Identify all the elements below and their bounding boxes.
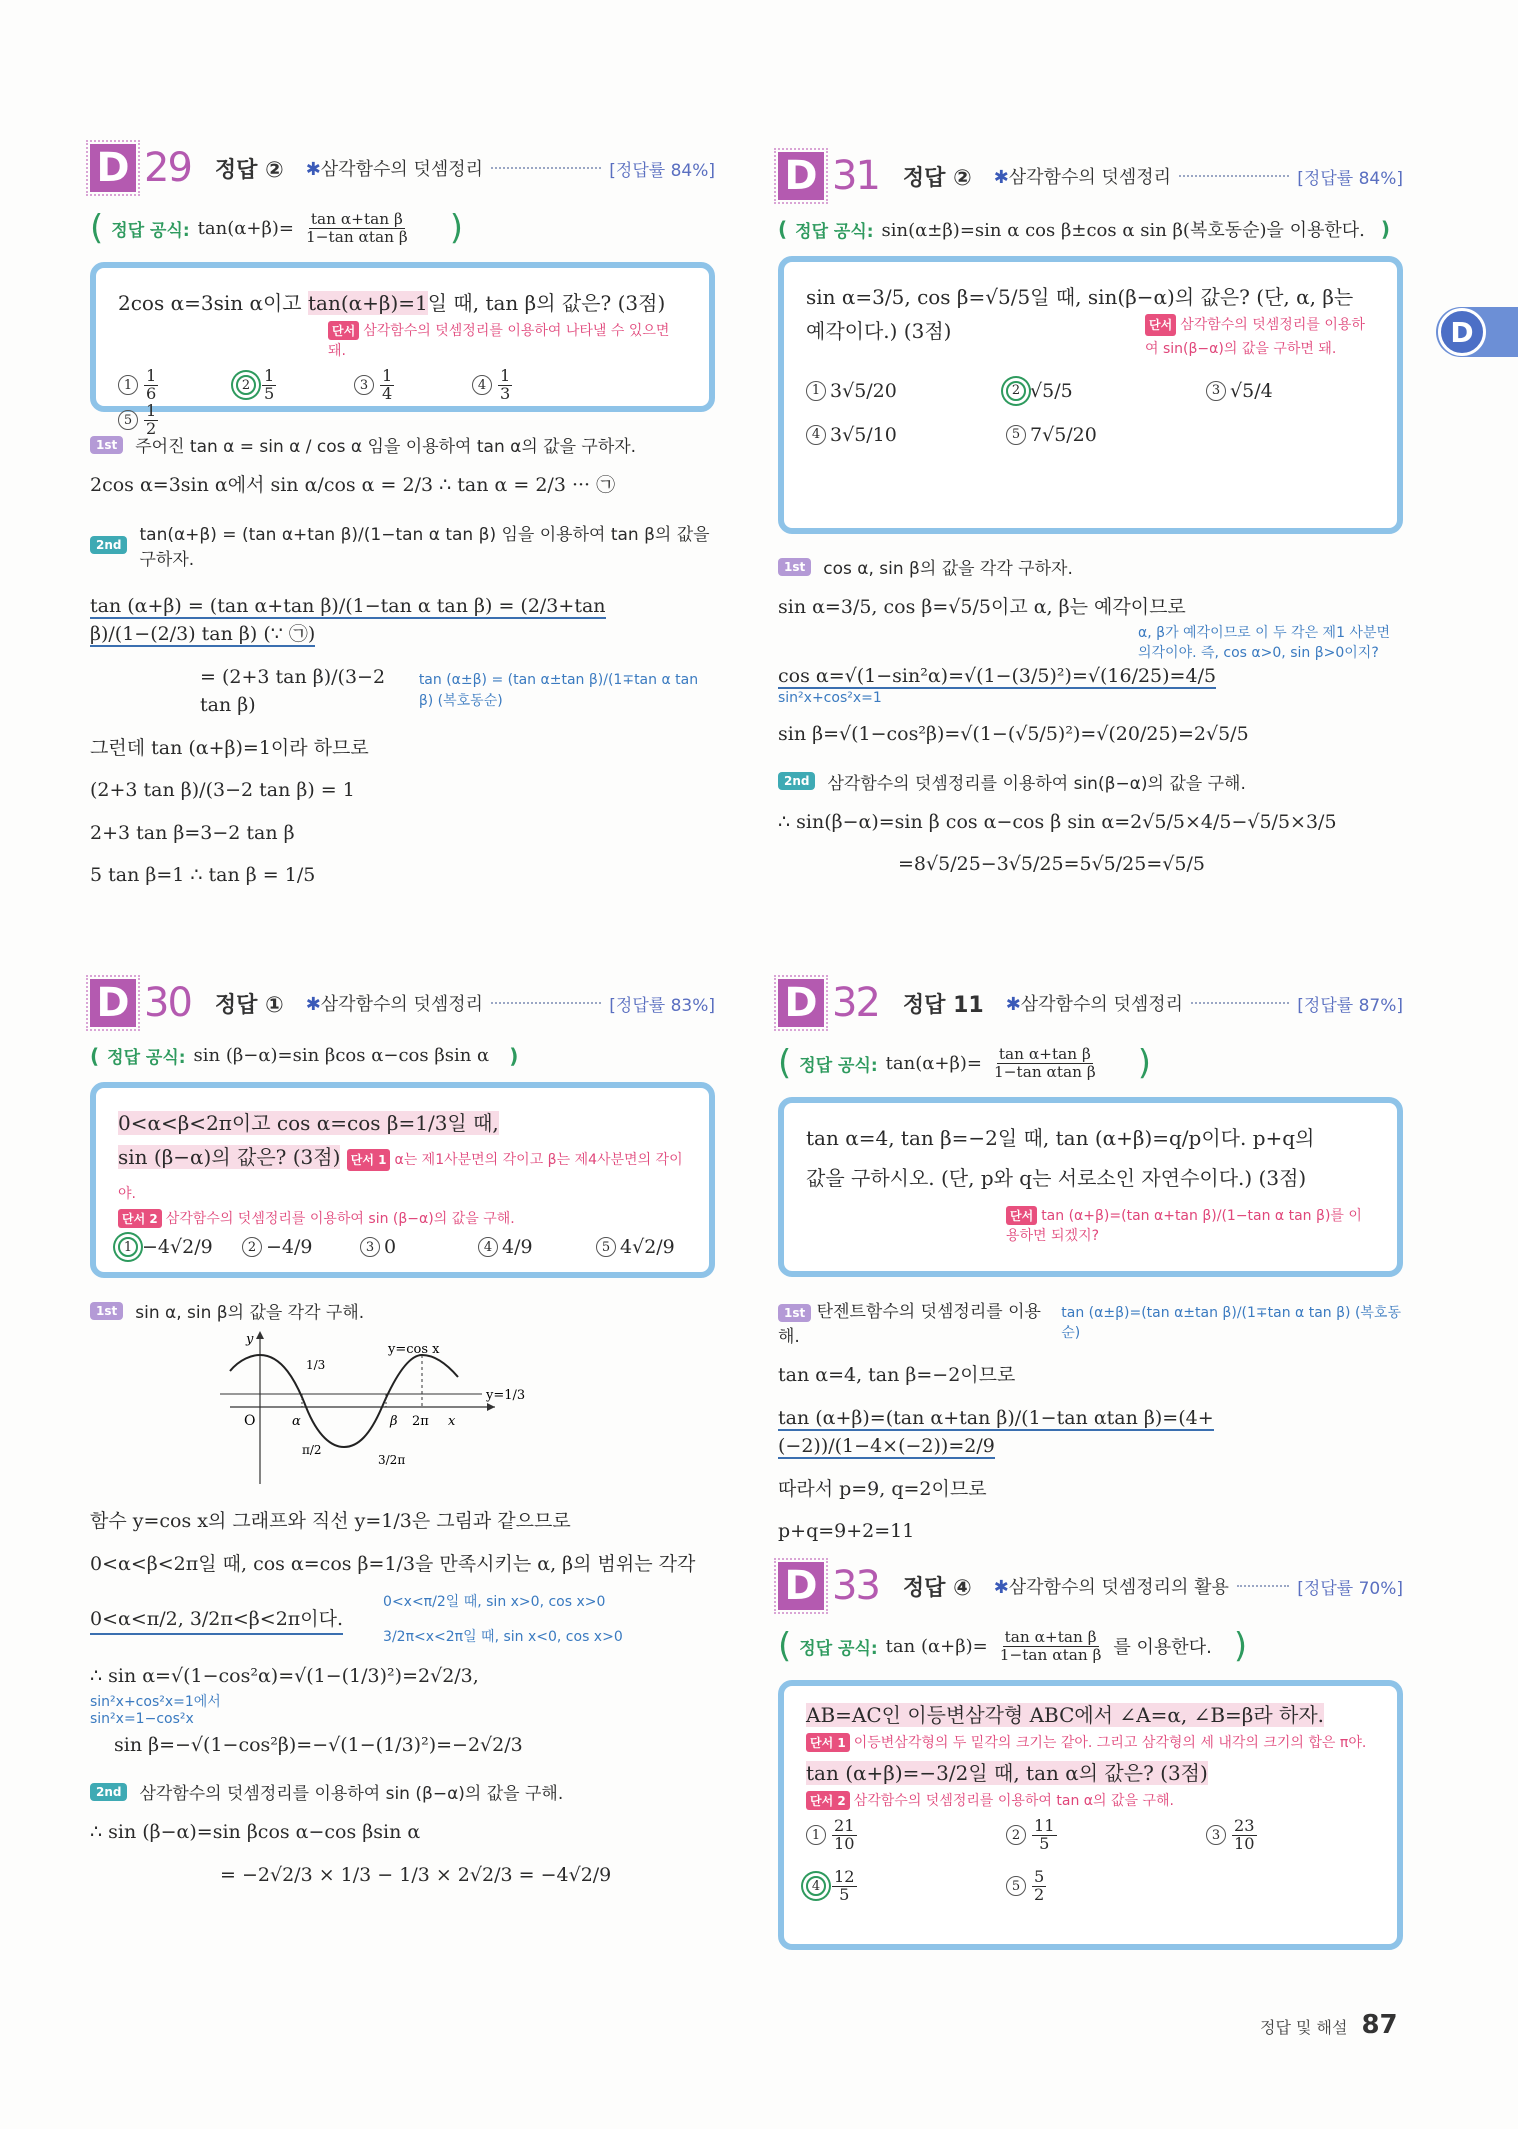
hint-1: 단서 1 α는 제1사분면의 각이고 β는 제4사분면의 각이야. <box>118 1152 683 1202</box>
question-box: tan α=4, tan β=−2일 때, tan (α+β)=q/p이다. p+q의 값을 구하시오. (단, p와 q는 서로소인 자연수이다.) (3점) 단서 tan (α+β)=(tan α+tan β)/(1−tan α tan β)를 이용하면 되겠지? <box>778 1097 1403 1277</box>
solution-30: D 30 정답 ① ✱삼각함수의 덧셈정리 [정답률 83%] ( 정답 공식: sin (β−α)=sin βcos α−cos βsin α ) 0<α<β<2π이고 cos α=cos β=1/3일 때, sin (β−α)의 값은? (3점) 단서 1 α는 제1사분면의 각이고 β는 제4사분면의 각이야. 단서 2 삼각함수의 덧셈정리를 이용하여 sin (β−α)의 값을 구해. 1 −4√2/9 2 −4/9 3 0 4 4/9 5 4√2/9 1st sin α, sin β의 값을 각각 구해. y O α β 2π x y=cos x y=1/3 1/3 π/2 3/2π 함수 y=cos x의 그래프와 직선 y=1/3은 그림과 같으므로 0<α<β<2π일 때, cos α=cos β=1/3을 만족시키는 α, β의 범위는 각각 0<α<π/2, 3/2π<β<2π이다. 0<x<π/2일 때, sin x>0, cos x>0 3/2π<x<2π일 때, sin x<0, cos x>0 ∴ sin α=√(1−cos²α)=√(1−(1/3)²)=2√2/3, sin²x+cos²x=1에서 sin²x=1−cos²x sin β=−√(1−cos²β)=−√(1−(1/3)²)=−2√2/3 2nd 삼각함수의 덧셈정리를 이용하여 sin (β−α)의 값을 구해. ∴ sin (β−α)=sin βcos α−cos βsin α = −2√2/3 × 1/3 − 1/3 × 2√2/3 = −4√2/9 <box>90 975 715 1889</box>
choice-2-correct[interactable]: 2 1 5 <box>236 368 354 403</box>
answer-label: 정답 ② <box>902 165 972 191</box>
choice-3[interactable]: 3 √5/4 <box>1206 380 1356 402</box>
svg-text:y=cos x: y=cos x <box>388 1342 440 1357</box>
solution-29: D 29 정답 ② ✱삼각함수의 덧셈정리 [정답률 84%] ( 정답 공식: tan(α+β)= $\frac{\text{tan α+tan β}}{\text{1−tan αtan β}}$ ) 2cos α=3sin α이고 tan(α+β)=1일 때, tan β의 값은? (3점) 단서 삼각함수의 덧셈정리를 이용하여 나타낼 수 있으면 돼. 1 1 6 2 1 5 3 1 4 4 1 3 5 1 2 1st 주어진 tan α = sin α / cos α 임을 이용하여 tan α의 값을 구하자. 2cos α=3sin α에서 sin α/cos α = 2/3 ∴ tan α = 2/3 ··· ㉠ 2nd tan(α+β) = (tan α+tan β)/(1−tan α tan β) 임을 이용하여 tan β의 값을 구하자. tan (α+β) = (tan α+tan β)/(1−tan α tan β) = (2/3+tan β)/(1−(2/3) tan β) (∵ ㉠) = (2+3 tan β)/(3−2 tan β) tan (α±β) = (tan α±tan β)/(1∓tan α tan β) (복호동순) 그런데 tan (α+β)=1이라 하므로 (2+3 tan β)/(3−2 tan β) = 1 2+3 tan β=3−2 tan β 5 tan β=1 ∴ tan β = 1/5 <box>90 140 715 890</box>
step-1: 1st sin α, sin β의 값을 각각 구해. <box>90 1298 715 1323</box>
solution-header <box>778 975 1403 1031</box>
svg-text:β: β <box>390 1414 398 1429</box>
cosine-graph <box>220 1329 580 1489</box>
right-column <box>778 148 1403 1904</box>
correct-rate: [정답률 84%] <box>1297 168 1403 189</box>
step-1: 1st cos α, sin β의 값을 각각 구하자. <box>778 554 1403 579</box>
hint-2: 단서 2 삼각함수의 덧셈정리를 이용하여 sin (β−α)의 값을 구해. <box>118 1208 687 1228</box>
choice-2[interactable]: 2 11 5 <box>1006 1818 1206 1853</box>
svg-text:2π: 2π <box>412 1414 429 1429</box>
answer-label: 정답 ① <box>214 992 284 1018</box>
correct-rate: [정답률 83%] <box>609 995 715 1016</box>
unit-badge: D <box>778 979 824 1027</box>
correct-rate: [정답률 70%] <box>1297 1578 1403 1599</box>
hint-1: 단서 1 이등변삼각형의 두 밑각의 크기는 같아. 그리고 삼각형의 세 내각의 크기의 합은 π야. <box>806 1732 1375 1752</box>
leader-dots <box>1179 175 1289 177</box>
star-icon: ✱ <box>993 1577 1009 1598</box>
solution-31: D 31 정답 ② ✱삼각함수의 덧셈정리 [정답률 84%] ( 정답 공식: sin(α±β)=sin α cos β±cos α sin β(복호동순)을 이용한다. ) sin α=3/5, cos β=√5/5일 때, sin(β−α)의 값은? (단, α, β는 예각이다.) (3점) 단서 삼각함수의 덧셈정리를 이용하여 sin(β−α)의 값을 구하면 돼. 1 3√5/20 2 √5/5 3 √5/4 4 3√5/10 5 7√5/20 1st cos α, sin β의 값을 각각 구하자. sin α=3/5, cos β=√5/5이고 α, β는 예각이므로 α, β가 예각이므로 이 두 각은 제1 사분면의각이야. 즉, cos α>0, sin β>0이지? cos α=√(1−sin²α)=√(1−(3/5)²)=√(16/25)=4/5 sin²x+cos²x=1 sin β=√(1−cos²β)=√(1−(√5/5)²)=√(20/25)=2√5/5 2nd 삼각함수의 덧셈정리를 이용하여 sin(β−α)의 값을 구해. ∴ sin(β−α)=sin β cos α−cos β sin α=2√5/5×4/5−√5/5×3/5 =8√5/25−3√5/25=5√5/25=√5/5 <box>778 148 1403 879</box>
question-box: AB=AC인 이등변삼각형 ABC에서 ∠A=α, ∠B=β라 하자. 단서 1 이등변삼각형의 두 밑각의 크기는 같아. 그리고 삼각형의 세 내각의 크기의 합은 π야. tan (α+β)=−3/2일 때, tan α의 값은? (3점) 단서 2 삼각함수의 덧셈정리를 이용하여 tan α의 값을 구해. 1 21 10 2 11 5 3 23 10 4 12 5 5 5 2 <box>778 1680 1403 1950</box>
svg-text:y: y <box>246 1332 254 1347</box>
unit-badge: D <box>778 1562 824 1610</box>
left-column <box>90 140 715 1886</box>
question-number: 31 <box>832 153 879 199</box>
question-number: 30 <box>144 980 191 1026</box>
step-2: 2nd 삼각함수의 덧셈정리를 이용하여 sin(β−α)의 값을 구해. <box>778 769 1403 794</box>
choice-4[interactable]: 4 4/9 <box>478 1236 596 1258</box>
svg-text:1/3: 1/3 <box>306 1358 326 1372</box>
hint: 단서 tan (α+β)=(tan α+tan β)/(1−tan α tan β)를 이용하면 되겠지? <box>1006 1208 1362 1244</box>
choices <box>806 380 1375 446</box>
question-box: 2cos α=3sin α이고 tan(α+β)=1일 때, tan β의 값은? (3점) 단서 삼각함수의 덧셈정리를 이용하여 나타낼 수 있으면 돼. 1 1 6 2 1 5 3 1 4 4 1 3 5 1 2 <box>90 262 715 412</box>
step-1: 1st 탄젠트함수의 덧셈정리를 이용해. tan (α±β)=(tan α±tan β)/(1∓tan α tan β) (복호동순) <box>778 1302 1401 1347</box>
unit-badge: D <box>90 144 136 192</box>
solution-header <box>90 140 715 196</box>
svg-text:α: α <box>292 1414 301 1429</box>
choices <box>118 1236 687 1258</box>
choice-3[interactable]: 3 0 <box>360 1236 478 1258</box>
page-footer <box>1260 2010 1398 2040</box>
step-1: 1st 주어진 tan α = sin α / cos α 임을 이용하여 tan α의 값을 구하자. <box>90 432 715 457</box>
choice-5[interactable]: 5 7√5/20 <box>1006 424 1206 446</box>
leader-dots <box>491 1002 601 1004</box>
answer-formula: ( 정답 공식: tan (α+β)= $\frac{\text{tan α+tan β}}{\text{1−tan αtan β}}$ 를 이용한다. ) <box>778 1626 1248 1666</box>
unit-badge: D <box>778 152 824 200</box>
unit-badge: D <box>90 979 136 1027</box>
answer-formula: ( 정답 공식: tan(α+β)= $\frac{\text{tan α+tan β}}{\text{1−tan αtan β}}$ ) <box>778 1043 1151 1083</box>
choice-5[interactable]: 5 1 2 <box>118 403 218 438</box>
answer-formula: ( 정답 공식: sin(α±β)=sin α cos β±cos α sin β(복호동순)을 이용한다. ) <box>778 217 1391 242</box>
answer-formula: ( 정답 공식: sin (β−α)=sin βcos α−cos βsin α ) <box>90 1043 519 1068</box>
choice-2-correct[interactable]: 2 √5/5 <box>1006 380 1206 402</box>
answer-label: 정답 ② <box>214 157 284 183</box>
choice-4-correct[interactable]: 4 12 5 <box>806 1869 1006 1904</box>
solution-header <box>778 148 1403 204</box>
topic: ✱삼각함수의 덧셈정리 <box>305 994 484 1015</box>
footer-label: 정답 및 해설 <box>1260 2018 1348 2037</box>
choice-2[interactable]: 2 −4/9 <box>242 1236 360 1258</box>
star-icon: ✱ <box>305 159 321 180</box>
bracket-close: ) <box>449 208 463 248</box>
choice-4[interactable]: 4 3√5/10 <box>806 424 1006 446</box>
question-number: 32 <box>832 980 879 1026</box>
choice-3[interactable]: 3 23 10 <box>1206 1818 1356 1853</box>
svg-text:π/2: π/2 <box>302 1443 322 1457</box>
star-icon: ✱ <box>305 994 321 1015</box>
leader-dots <box>491 167 601 169</box>
correct-rate: [정답률 84%] <box>609 160 715 181</box>
svg-text:O: O <box>244 1413 256 1429</box>
question-number: 29 <box>144 145 191 191</box>
answer-label: 정답 ④ <box>902 1575 972 1601</box>
solution-32: D 32 정답 11 ✱삼각함수의 덧셈정리 [정답률 87%] ( 정답 공식: tan(α+β)= $\frac{\text{tan α+tan β}}{\text{1−tan αtan β}}$ ) tan α=4, tan β=−2일 때, tan (α+β)=q/p이다. p+q의 값을 구하시오. (단, p와 q는 서로소인 자연수이다.) (3점) 단서 tan (α+β)=(tan α+tan β)/(1−tan α tan β)를 이용하면 되겠지? 1st 탄젠트함수의 덧셈정리를 이용해. tan (α±β)=(tan α±tan β)/(1∓tan α tan β) (복호동순) tan α=4, tan β=−2이므로 tan (α+β)=(tan α+tan β)/(1−tan αtan β)=(4+(−2))/(1−4×(−2))=2/9 따라서 p=9, q=2이므로 p+q=9+2=11 <box>778 975 1403 1546</box>
choice-1[interactable]: 1 21 10 <box>806 1818 1006 1853</box>
topic: ✱삼각함수의 덧셈정리 <box>993 167 1172 188</box>
question-number: 33 <box>832 1563 879 1609</box>
leader-dots <box>1191 1002 1289 1004</box>
choice-1[interactable]: 1 3√5/20 <box>806 380 1006 402</box>
svg-text:y=1/3: y=1/3 <box>486 1388 526 1403</box>
answer-formula: ( 정답 공식: tan(α+β)= $\frac{\text{tan α+tan β}}{\text{1−tan αtan β}}$ ) <box>90 208 463 248</box>
correct-rate: [정답률 87%] <box>1297 995 1403 1016</box>
choices <box>806 1818 1375 1904</box>
solution-header <box>778 1558 1403 1614</box>
page-number: 87 <box>1361 2010 1398 2040</box>
choice-1-correct[interactable]: 1 −4√2/9 <box>118 1236 242 1258</box>
leader-dots <box>1237 1585 1289 1587</box>
svg-text:x: x <box>448 1414 456 1429</box>
question-box: 0<α<β<2π이고 cos α=cos β=1/3일 때, sin (β−α)의 값은? (3점) 단서 1 α는 제1사분면의 각이고 β는 제4사분면의 각이야. 단서 2 삼각함수의 덧셈정리를 이용하여 sin (β−α)의 값을 구해. 1 −4√2/9 2 −4/9 3 0 4 4/9 5 4√2/9 <box>90 1082 715 1278</box>
choice-4[interactable]: 4 1 3 <box>472 368 590 403</box>
step-2: 2nd 삼각함수의 덧셈정리를 이용하여 sin (β−α)의 값을 구해. <box>90 1779 715 1804</box>
step-2: 2nd tan(α+β) = (tan α+tan β)/(1−tan α tan β) 임을 이용하여 tan β의 값을 구하자. <box>90 520 715 570</box>
svg-text:3/2π: 3/2π <box>378 1453 406 1467</box>
hint: 단서 삼각함수의 덧셈정리를 이용하여 나타낼 수 있으면 돼. <box>328 323 670 359</box>
choice-1[interactable]: 1 1 6 <box>118 368 236 403</box>
topic: ✱삼각함수의 덧셈정리 <box>1005 994 1183 1015</box>
choice-5[interactable]: 5 4√2/9 <box>596 1236 686 1258</box>
solution-header <box>90 975 715 1031</box>
solution-33 <box>778 1558 1403 1950</box>
choice-5[interactable]: 5 5 2 <box>1006 1869 1206 1904</box>
answer-label: 정답 11 <box>902 992 984 1018</box>
hint: 단서 삼각함수의 덧셈정리를 이용하여 sin(β−α)의 값을 구하면 돼. <box>1145 314 1375 362</box>
star-icon: ✱ <box>993 167 1009 188</box>
choice-3[interactable]: 3 1 4 <box>354 368 472 403</box>
chapter-d-icon: D <box>1438 308 1486 356</box>
bracket-open: ( <box>90 208 104 248</box>
topic: ✱삼각함수의 덧셈정리의 활용 <box>993 1577 1229 1598</box>
hint-2: 단서 2 삼각함수의 덧셈정리를 이용하여 tan α의 값을 구해. <box>806 1790 1375 1810</box>
star-icon: ✱ <box>1005 994 1021 1015</box>
question-box: sin α=3/5, cos β=√5/5일 때, sin(β−α)의 값은? (단, α, β는 예각이다.) (3점) 단서 삼각함수의 덧셈정리를 이용하여 sin(β−α)의 값을 구하면 돼. 1 3√5/20 2 √5/5 3 √5/4 4 3√5/10 5 7√5/20 <box>778 256 1403 534</box>
topic: ✱삼각함수의 덧셈정리 <box>305 159 484 180</box>
choices <box>118 368 687 438</box>
